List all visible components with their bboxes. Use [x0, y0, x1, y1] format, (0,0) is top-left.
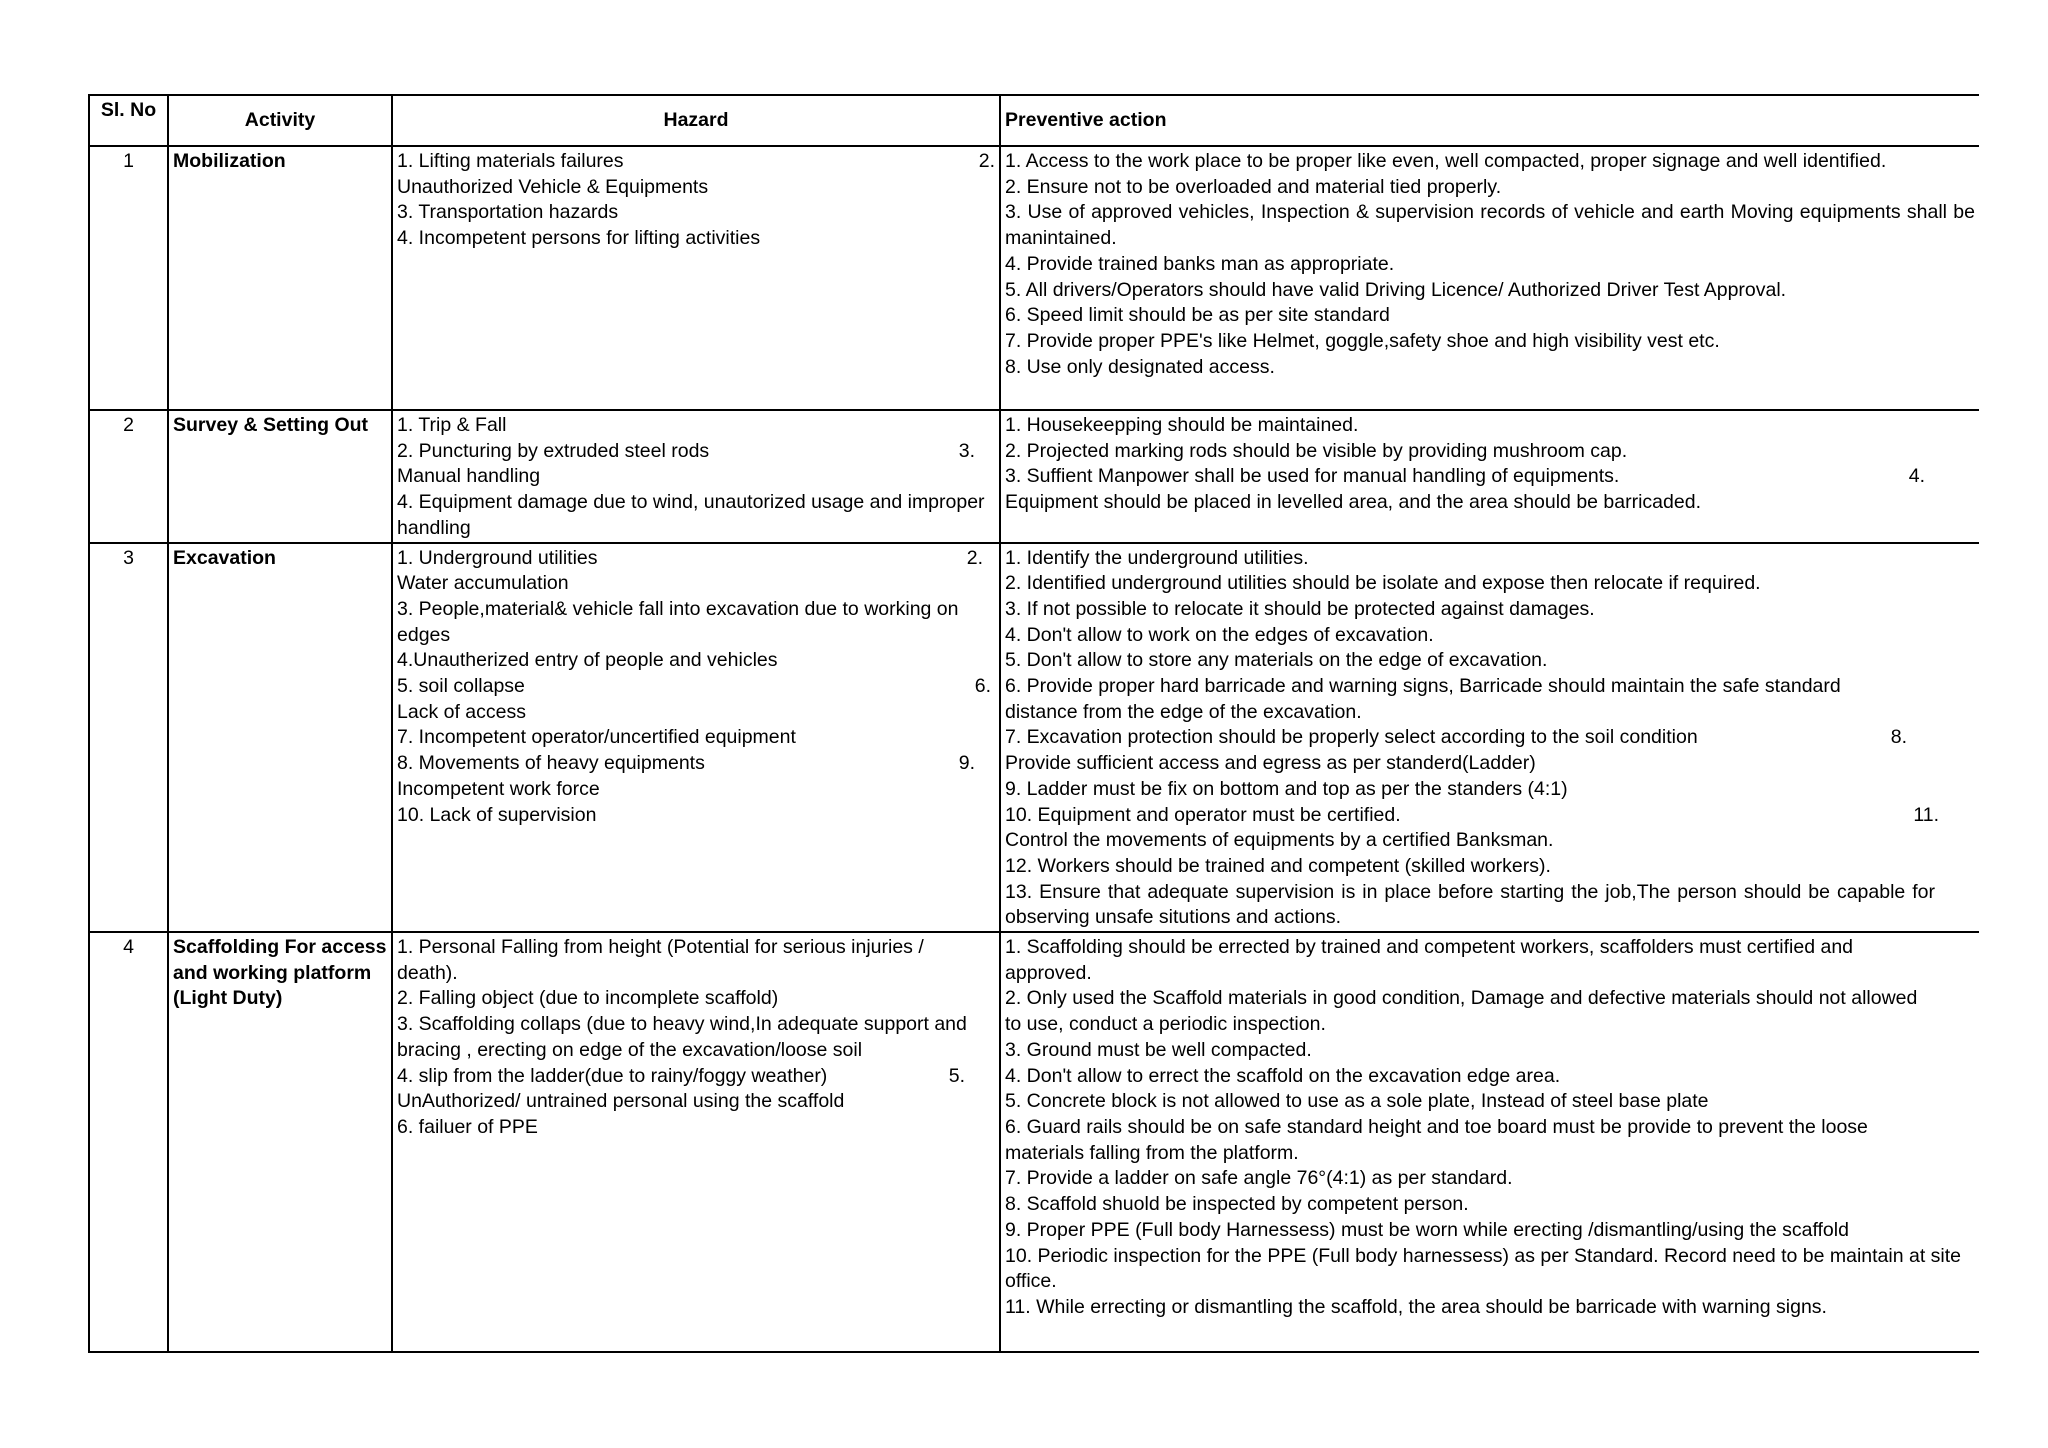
hazard-item: 4. Incompetent persons for lifting activities [397, 227, 761, 250]
row-number: 2 [89, 410, 168, 543]
hazard-item: 10. Lack of supervision [397, 803, 597, 826]
hazard-item: 2. [978, 150, 995, 172]
preventive-item: 3. Use of approved vehicles, Inspection & supervision records of vehicle and earth Moving equipments shall be manintained. [1005, 201, 1975, 250]
preventive-item: 13. Ensure that adequate supervision is in place before starting the job,The person should be capable for observing unsafe situtions and actions. [1005, 880, 1935, 929]
preventive-item: 4. Don't allow to work on the edges of excavation. [1005, 623, 1434, 646]
header-hazard: Hazard [392, 95, 1000, 146]
header-preventive-action: Preventive action [1000, 95, 1979, 146]
table-row [89, 146, 1979, 410]
hazard-item: Water accumulation [397, 572, 569, 595]
preventive-item: 11. [1913, 803, 1939, 826]
hazard-item: 3. Scaffolding collaps (due to heavy wind,In adequate support and bracing , erecting on edge of the excavation/loose soil [397, 1013, 967, 1061]
preventive-cell [1000, 543, 1979, 933]
preventive-item: 2. Projected marking rods should be visible by providing mushroom cap. [1005, 439, 1628, 462]
activity-cell: Mobilization [168, 146, 392, 410]
preventive-item: 7. Provide proper PPE's like Helmet, goggle,safety shoe and high visibility vest etc. [1005, 329, 1720, 352]
hazard-item: 4.Unautherized entry of people and vehicles [397, 649, 778, 672]
hazard-table [88, 94, 1979, 1353]
table-row [89, 410, 1979, 543]
preventive-item: 12. Workers should be trained and competent (skilled workers). [1005, 854, 1551, 877]
preventive-item: 1. Housekeepping should be maintained. [1005, 414, 1359, 436]
preventive-item: 9. Ladder must be fix on bottom and top as per the standers (4:1) [1005, 777, 1568, 800]
preventive-item: 9. Proper PPE (Full body Harnessess) must be worn while erecting /dismantling/using the scaffold [1005, 1218, 1849, 1241]
hazard-item: 9. [958, 752, 975, 775]
preventive-item: 4. [1908, 465, 1925, 488]
hazard-cell [392, 932, 1000, 1352]
preventive-item: 10. Equipment and operator must be certified. [1005, 803, 1401, 826]
preventive-item: 2. Ensure not to be overloaded and material tied properly. [1005, 175, 1502, 198]
table-row [89, 932, 1979, 1352]
hazard-item: 2. Falling object (due to incomplete scaffold) [397, 987, 779, 1010]
hazard-item: 7. Incompetent operator/uncertified equipment [397, 726, 796, 749]
hazard-cell [392, 146, 1000, 410]
preventive-item: 3. Ground must be well compacted. [1005, 1038, 1312, 1061]
hazard-item: 3. [958, 439, 975, 462]
preventive-item: 3. Suffient Manpower shall be used for manual handling of equipments. [1005, 465, 1620, 488]
preventive-cell [1000, 146, 1979, 410]
preventive-item: 3. If not possible to relocate it should be protected against damages. [1005, 597, 1595, 620]
preventive-item: 8. Scaffold shuold be inspected by competent person. [1005, 1193, 1469, 1216]
preventive-item: 6. Speed limit should be as per site standard [1005, 304, 1390, 327]
hazard-item: 1. Trip & Fall [397, 414, 507, 436]
preventive-item: 6. Provide proper hard barricade and warning signs, Barricade should maintain the safe standard distance from the edge of the excavation. [1005, 675, 1841, 723]
hazard-item: 4. slip from the ladder(due to rainy/foggy weather) [397, 1064, 828, 1087]
preventive-item: 11. While errecting or dismantling the scaffold, the area should be barricade with warning signs. [1005, 1295, 1827, 1318]
preventive-item: Control the movements of equipments by a certified Banksman. [1005, 829, 1554, 852]
preventive-item: Provide sufficient access and egress as per standerd(Ladder) [1005, 752, 1536, 775]
preventive-cell [1000, 932, 1979, 1352]
hazard-item: 8. Movements of heavy equipments [397, 752, 705, 775]
hazard-table-sheet [88, 94, 1978, 1353]
preventive-item: 7. Provide a ladder on safe angle 76°(4:1) as per standard. [1005, 1167, 1513, 1190]
hazard-item: 1. Underground utilities [397, 546, 598, 569]
hazard-item: 4. Equipment damage due to wind, unautorized usage and improper handling [397, 491, 985, 539]
preventive-item: 1. Scaffolding should be errected by trained and competent workers, scaffolders must certified and approved. [1005, 936, 1854, 984]
table-row [89, 543, 1979, 933]
preventive-item: Equipment should be placed in levelled area, and the area should be barricaded. [1005, 491, 1701, 514]
hazard-item: 2. [966, 546, 983, 569]
preventive-item: 1. Access to the work place to be proper like even, well compacted, proper signage and well identified. [1005, 150, 1887, 172]
hazard-item: Lack of access [397, 700, 526, 723]
preventive-item: 1. Identify the underground utilities. [1005, 546, 1309, 569]
preventive-item: 8. [1890, 726, 1907, 749]
hazard-item: Unauthorized Vehicle & Equipments [397, 175, 709, 198]
activity-cell: Excavation [168, 543, 392, 933]
preventive-item: 7. Excavation protection should be properly select according to the soil condition [1005, 726, 1698, 749]
hazard-item: 3. People,material& vehicle fall into excavation due to working on edges [397, 597, 959, 646]
hazard-cell [392, 410, 1000, 543]
preventive-item: 2. Only used the Scaffold materials in good condition, Damage and defective materials should not allowed to use, conduct a periodic inspection. [1005, 987, 1918, 1036]
preventive-item: 5. All drivers/Operators should have valid Driving Licence/ Authorized Driver Test Approval. [1005, 278, 1787, 301]
hazard-item: 1. Lifting materials failures [397, 150, 624, 172]
activity-cell: Scaffolding For access and working platform (Light Duty) [168, 932, 392, 1352]
activity-cell: Survey & Setting Out [168, 410, 392, 543]
row-number: 3 [89, 543, 168, 933]
hazard-item: 5. [948, 1064, 965, 1087]
preventive-item: 5. Don't allow to store any materials on the edge of excavation. [1005, 649, 1548, 672]
hazard-item: Manual handling [397, 465, 541, 488]
hazard-cell [392, 543, 1000, 933]
hazard-item: 2. Puncturing by extruded steel rods [397, 439, 710, 462]
preventive-cell [1000, 410, 1979, 543]
hazard-item: 6. failuer of PPE [397, 1115, 538, 1138]
preventive-item: 6. Guard rails should be on safe standard height and toe board must be provide to prevent the loose materials falling from the platform. [1005, 1115, 1868, 1164]
row-number: 4 [89, 932, 168, 1352]
hazard-item: 3. Transportation hazards [397, 201, 619, 224]
hazard-item: 5. soil collapse [397, 675, 525, 698]
hazard-item: 1. Personal Falling from height (Potential for serious injuries / death). [397, 936, 924, 984]
preventive-item: 5. Concrete block is not allowed to use as a sole plate, Instead of steel base plate [1005, 1090, 1709, 1113]
preventive-item: 10. Periodic inspection for the PPE (Full body harnessess) as per Standard. Record need to be maintain at site office. [1005, 1244, 1962, 1293]
hazard-item: UnAuthorized/ untrained personal using the scaffold [397, 1090, 845, 1113]
hazard-item: 6. [974, 675, 991, 698]
preventive-item: 2. Identified underground utilities should be isolate and expose then relocate if required. [1005, 572, 1761, 595]
header-activity: Activity [168, 95, 392, 146]
preventive-item: 8. Use only designated access. [1005, 355, 1275, 378]
header-sl-no: Sl. No [89, 95, 168, 146]
table-header-row [89, 95, 1979, 146]
row-number: 1 [89, 146, 168, 410]
preventive-item: 4. Don't allow to errect the scaffold on the excavation edge area. [1005, 1064, 1561, 1087]
hazard-item: Incompetent work force [397, 777, 600, 800]
preventive-item: 4. Provide trained banks man as appropriate. [1005, 252, 1395, 275]
